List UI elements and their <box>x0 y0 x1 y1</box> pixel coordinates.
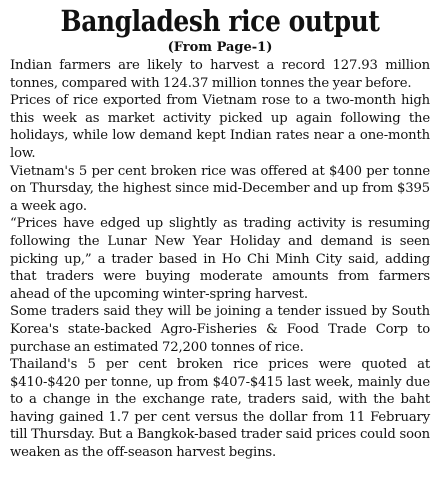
article-paragraph: Indian farmers are likely to harvest a record 127.93 million tonnes, compared with 124.37 million tonnes the year before. <box>10 58 430 91</box>
article-paragraph: Prices of rice exported from Vietnam rose to a two-month high this week as market activity picked up again following the holidays, while low demand kept Indian rates near a one-month low. <box>10 93 430 161</box>
continued-from-label: (From Page-1) <box>167 40 273 55</box>
article-headline: Bangladesh rice output <box>60 4 380 38</box>
article-paragraph: Thailand's 5 per cent broken rice prices were quoted at $410-$420 per tonne, up from $407-$415 last week, mainly due to a change in the exchange rate, traders said, with the baht having gained 1.7 per cent versus the dollar from 11 February till Thursday. But a Bangkok-based trader said prices could soon weaken as the off-season harvest begins. <box>10 357 430 461</box>
article-paragraph: Some traders said they will be joining a tender issued by South Korea's state-backed Agro-Fisheries & Food Trade Corp to purchase an estimated 72,200 tonnes of rice. <box>10 304 430 355</box>
article-paragraph: Vietnam's 5 per cent broken rice was offered at $400 per tonne on Thursday, the highest since mid-December and up from $395 a week ago. <box>10 163 430 214</box>
article-paragraph: “Prices have edged up slightly as trading activity is resuming following the Lunar New Year Holiday and demand is seen picking up,” a trader based in Ho Chi Minh City said, adding that traders were buying moderate amounts from farmers ahead of the upcoming winter-spring harvest. <box>10 216 430 302</box>
article-body <box>10 57 430 462</box>
